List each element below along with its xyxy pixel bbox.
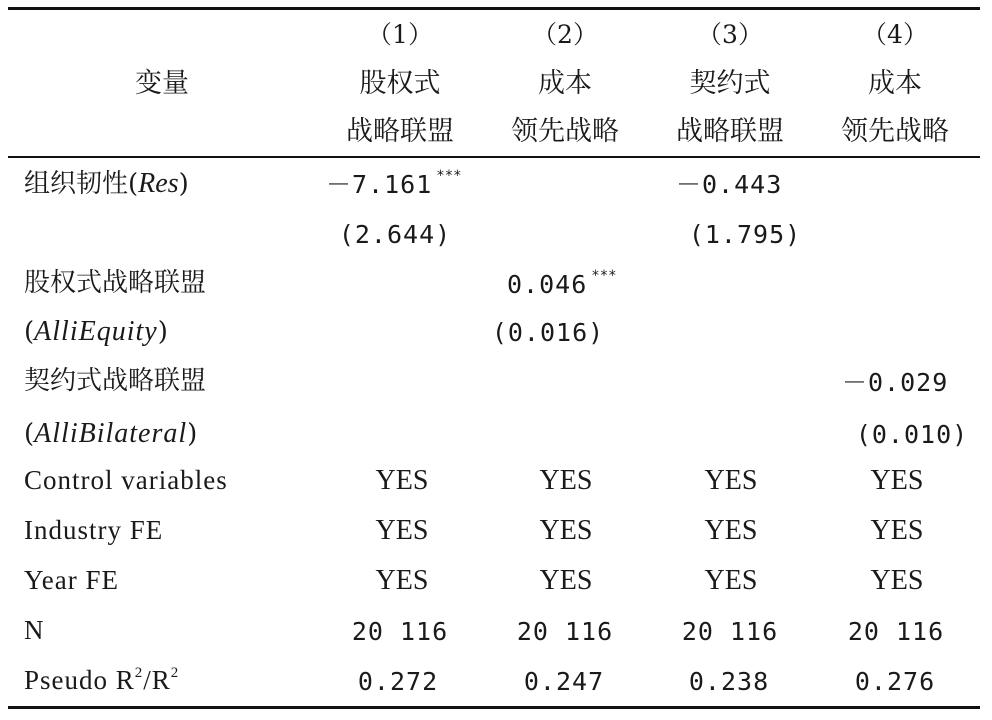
year-col4: YES: [870, 565, 924, 596]
coef-bilateral-col4: －0.029: [842, 368, 949, 397]
row-label-industry: Industry FE: [24, 515, 164, 545]
n-col4: 20 116: [847, 617, 945, 646]
row-label-res-symbol: Res: [138, 168, 179, 199]
column-number-3: （3）: [697, 20, 763, 49]
coef-equity-col2: [507, 268, 617, 299]
industry-col2: YES: [539, 515, 593, 546]
se-bilateral-col4: (0.010): [855, 420, 969, 449]
r2-col3: 0.238: [688, 667, 770, 696]
n-col3: 20 116: [681, 617, 779, 646]
coef-res-col3: －0.443: [676, 170, 783, 199]
column-title-4-line1: 成本: [868, 68, 922, 99]
equity-symbol-close: ): [157, 317, 168, 347]
industry-col1: YES: [375, 515, 429, 546]
year-col3: YES: [704, 565, 758, 596]
row-label-bilateral-symbol: [24, 420, 197, 448]
row-label-control: Control variables: [24, 465, 228, 495]
industry-col3: YES: [704, 515, 758, 546]
r2-col1: 0.272: [357, 667, 439, 696]
se-equity-col2: (0.016): [491, 318, 605, 347]
column-title-3-line1: 契约式: [689, 68, 771, 99]
row-label-res: [24, 170, 189, 198]
bilateral-symbol: AlliBilateral: [34, 418, 188, 449]
row-label-year: Year FE: [24, 565, 120, 595]
pseudo-r2-exponent: 2: [134, 665, 144, 681]
variable-header: 变量: [135, 68, 189, 99]
table-top-rule: [8, 7, 980, 10]
row-label-res-text: 组织韧性(: [24, 169, 139, 199]
r2-col2: 0.247: [523, 667, 605, 696]
column-number-4: （4）: [862, 20, 928, 49]
se-res-col1: (2.644): [338, 220, 452, 249]
column-title-2-line2: 领先战略: [511, 116, 619, 147]
industry-col4: YES: [870, 515, 924, 546]
control-col3: YES: [704, 465, 758, 496]
row-label-n: N: [24, 615, 45, 645]
column-number-1: （1）: [367, 20, 433, 49]
control-col1: YES: [375, 465, 429, 496]
control-col4: YES: [870, 465, 924, 496]
column-title-2-line1: 成本: [538, 68, 592, 99]
bilateral-symbol-close: ): [187, 419, 198, 449]
control-col2: YES: [539, 465, 593, 496]
row-label-equity-symbol: [24, 318, 168, 346]
se-res-col3: (1.795): [688, 220, 802, 249]
table-header-rule: [8, 156, 980, 158]
row-label-equity: 股权式战略联盟: [24, 268, 207, 298]
column-title-1-line2: 战略联盟: [346, 116, 454, 147]
year-col1: YES: [375, 565, 429, 596]
n-col1: 20 116: [351, 617, 449, 646]
column-number-2: （2）: [532, 20, 598, 49]
coef-equity-col2-value: 0.046: [507, 270, 588, 299]
row-label-res-close: ): [178, 169, 189, 199]
row-label-bilateral: 契约式战略联盟: [24, 366, 207, 396]
column-title-3-line2: 战略联盟: [676, 116, 784, 147]
coef-equity-col2-stars: ***: [591, 268, 617, 284]
pseudo-r2-text: Pseudo R: [24, 665, 135, 695]
row-label-pseudo-r2: [24, 667, 179, 694]
table-bottom-rule: [8, 706, 980, 709]
r2-col4: 0.276: [854, 667, 936, 696]
coef-res-col1-stars: ***: [436, 168, 462, 184]
r2-exponent: 2: [170, 665, 180, 681]
column-title-1-line1: 股权式: [359, 68, 441, 99]
coef-res-col1-value: －7.161: [326, 170, 433, 199]
bilateral-symbol-open: (: [24, 419, 35, 449]
coef-res-col1: [326, 168, 462, 199]
column-title-4-line2: 领先战略: [841, 116, 949, 147]
equity-symbol: AlliEquity: [34, 316, 158, 347]
equity-symbol-open: (: [24, 317, 35, 347]
n-col2: 20 116: [516, 617, 614, 646]
year-col2: YES: [539, 565, 593, 596]
pseudo-r2-slash: /R: [143, 665, 171, 695]
